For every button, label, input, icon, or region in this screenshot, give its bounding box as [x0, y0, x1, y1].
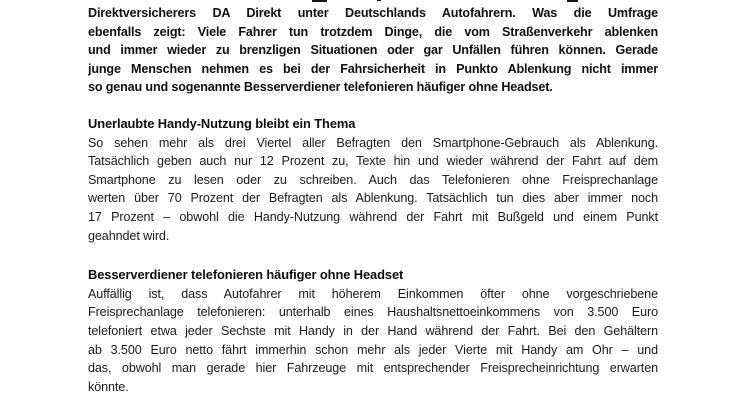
section-paragraph-handy-nutzung: [88, 134, 658, 246]
text-line: ebenfalls zeigt: Viele Fahrer tun trotzdem Dinge, die vom Straßenverkehr ablenken: [88, 24, 658, 39]
text-line: Freisprechanlage telefonieren: unterhalb eines Haushaltsnettoeinkommens von 3.500 Euro: [88, 305, 658, 320]
document-content: [88, 4, 658, 396]
text-line: so genau und sogenannte Besserverdiener telefonieren häufiger ohne Headset.: [88, 80, 553, 95]
section-paragraph-besserverdiener: [88, 285, 658, 397]
section-heading-handy-nutzung: Unerlaubte Handy-Nutzung bleibt ein Thema: [88, 115, 356, 131]
text-line: telefoniert etwa jeder Sechste mit Handy in der Hand während der Fahrt. Bei den Gehältern: [88, 323, 658, 338]
intro-paragraph: [88, 4, 658, 97]
text-line: Auffällig ist, dass Autofahrer mit höherem Einkommen öfter ohne vorgeschriebene: [88, 286, 658, 301]
text-line: und immer wieder zu brenzligen Situationen oder gar Unfällen führen können. Gerade: [88, 43, 658, 58]
cutoff-text-remnant: [312, 0, 327, 2]
section-heading-besserverdiener: Besserverdiener telefonieren häufiger ohne Headset: [88, 267, 404, 283]
text-line: Direktversicherers DA Direkt unter Deutschlands Autofahrern. Was die Umfrage: [88, 6, 658, 20]
cutoff-text-remnant: [567, 0, 578, 2]
text-line: ab 3.500 Euro netto fährt immerhin schon mehr als jeder Vierte mit Handy am Ohr – und: [88, 342, 658, 357]
text-line: das, obwohl man gerade hier Fahrzeuge mit entsprechender Freisprecheinrichtung erwarten: [88, 361, 658, 376]
text-line: So sehen mehr als drei Viertel aller Befragten den Smartphone-Gebrauch als Ablenkung.: [88, 135, 658, 150]
text-line: Smartphone zu lesen oder zu schreiben. Auch das Telefonieren ohne Freisprechanlage: [88, 172, 658, 187]
text-line: junge Menschen nehmen es bei der Fahrsicherheit in Punkto Ablenkung nicht immer: [88, 61, 658, 76]
text-line: 17 Prozent – obwohl die Handy-Nutzung während der Fahrt mit Bußgeld und einem Punkt: [88, 209, 658, 224]
text-line: Tatsächlich geben auch nur 12 Prozent zu, Texte hin und wieder während der Fahrt auf dem: [88, 154, 658, 169]
cutoff-text-remnant: [377, 0, 381, 1]
text-line: werten über 70 Prozent der Befragten als Ablenkung. Tatsächlich tun dies aber immer noch: [88, 191, 658, 206]
text-line: geahndet wird.: [88, 228, 170, 243]
text-line: könnte.: [88, 379, 129, 394]
